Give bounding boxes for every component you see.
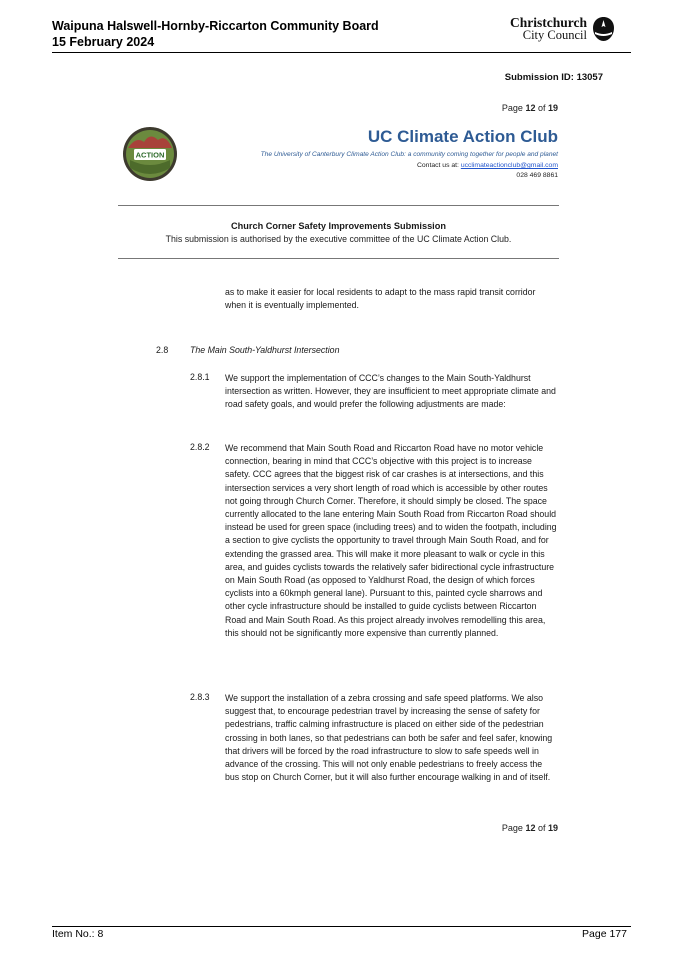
authorisation-note: This submission is authorised by the executive committee of the UC Climate Action Club.	[165, 234, 512, 244]
section-number: 2.8	[156, 345, 169, 355]
item-number-footer: Item No.: 8	[52, 928, 104, 940]
board-header	[52, 18, 379, 50]
item-text: We support the installation of a zebra crossing and safe speed platforms. We also suggest that, to encourage pedestrian travel by increasing the sense of safety for pedestrians, traffic calming infrastructure is placed on either side of the pedestrian crossing in both lanes, so that pedestrians can both be safer and feel safer, knowing that drivers will be forced by the road infrastructure to slow to safe speeds well in advance of the crossing. This will not only enable pedestrians to freely access the bus stop on Church Corner, but it will also further encourage walking in and of itself.	[225, 693, 553, 783]
climate-action-club-logo	[122, 126, 178, 182]
item-number: 2.8.2	[190, 442, 210, 452]
svg-text:ACTION: ACTION	[135, 150, 165, 160]
page-number-top: Page 12 of 19	[501, 103, 558, 113]
section-title: The Main South-Yaldhurst Intersection	[190, 345, 340, 355]
ccc-logo	[510, 16, 615, 42]
item-text: We support the implementation of CCC’s changes to the Main South-Yaldhurst intersection as written. However, they are insufficient to meet appropriate climate and road safety goals, and would prefer the following adjustments are made:	[225, 373, 556, 410]
item-number: 2.8.1	[190, 372, 210, 382]
footer-rule	[52, 926, 631, 927]
divider-top	[118, 205, 559, 206]
cathedral-icon	[592, 16, 615, 42]
ccc-logo-line2: City Council	[522, 28, 587, 42]
page-number-bottom: Page 12 of 19	[501, 823, 558, 833]
page-number-footer: Page 177	[582, 928, 627, 940]
submission-id: Submission ID: 13057	[504, 72, 603, 83]
continuation-paragraph: as to make it easier for local residents to adapt to the mass rapid transit corridor when it is eventually implemented.	[225, 287, 536, 311]
club-name: UC Climate Action Club	[367, 127, 558, 146]
header-rule	[52, 52, 631, 53]
divider-bottom	[118, 258, 559, 259]
item-number: 2.8.3	[190, 692, 210, 702]
phone-number: 028 469 8861	[516, 171, 558, 179]
contact-line: Contact us at: ucclimateactionclub@gmail.com	[416, 162, 558, 169]
document-title: Church Corner Safety Improvements Submission	[231, 221, 446, 231]
item-text: We recommend that Main South Road and Riccarton Road have no motor vehicle connection, bearing in mind that CCC’s objective with this project is to increase safety. CCC agrees that the biggest risk of car crashes is at intersections, and this intersection services a very short length of road which is accessible by other routes not going through Church Corner. Therefore, it should simply be closed. The space currently allocated to the lane entering Main South Road from Riccarton Road should instead be used for green space (including trees) and to widen the footpath, including a section to give cyclists the opportunity to travel through Main South Road, and for extending the grassed area. This will make it more pleasant to walk or cycle in this area, and guides cyclists towards the relatively safer bidirectional cycle infrastructure on Main South Road (as opposed to Yaldhurst Road, the design of which forces cyclists into a 60kmph general lane). Pursuant to this, painted cycle sharrows and other cycle infrastructure should be installed to guide cyclists between Riccarton Road and Main South Road. As this project already involves remodelling this area, this should not be significantly more expensive than currently planned.	[225, 443, 557, 638]
meeting-date: 15 February 2024	[52, 35, 155, 49]
email-link[interactable]: ucclimateactionclub@gmail.com	[460, 162, 558, 169]
board-name: Waipuna Halswell-Hornby-Riccarton Community Board	[52, 19, 379, 33]
club-contact	[417, 161, 558, 180]
ccc-logo-line1: Christchurch	[509, 15, 587, 30]
club-tagline: The University of Canterbury Climate Action Club: a community coming together for people and planet	[260, 151, 558, 158]
ccc-logo-text	[510, 16, 587, 42]
